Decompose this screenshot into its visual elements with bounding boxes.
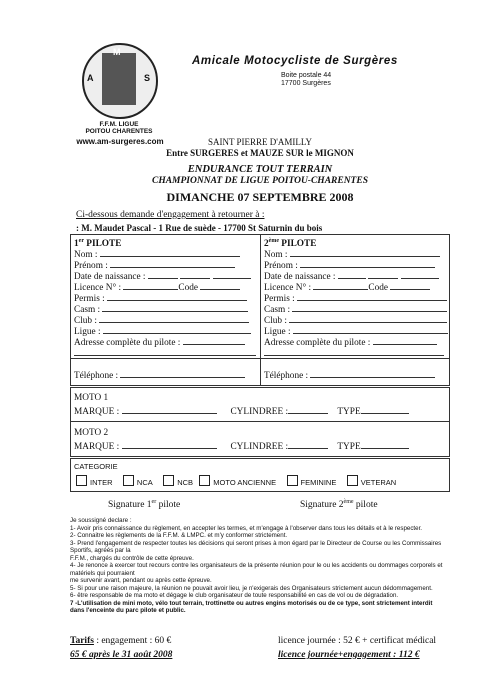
return-label: Ci-dessous demande d'engagement à retourner à : — [76, 210, 265, 220]
declaration-item-1: 1- Avoir pris connaissance du règlement, en accepter les termes, et m'engage à l'observer dans tous les détails et à le respecter. — [70, 524, 423, 532]
ffm-line2: POITOU CHARENTES — [85, 128, 153, 135]
pilot1-casm[interactable]: Casm : — [74, 302, 248, 316]
logo-letter-a: A — [87, 73, 94, 83]
pilot2-adresse[interactable]: Adresse complète du pilote : — [264, 335, 437, 349]
moto2-row[interactable]: MARQUE : CYLINDREE : TYPE — [74, 439, 409, 453]
categorie-label: CATEGORIE — [74, 462, 118, 471]
moto2-label: MOTO 2 — [74, 428, 109, 438]
cat-inter[interactable]: INTER — [76, 478, 113, 487]
declaration-item-4: 4- Je renonce à exercer tout recours contre les organisateurs de la présente réunion pour le ou les accidents ou dommages corporels et matériels qui pourraient — [70, 562, 443, 577]
pilots-box — [70, 234, 450, 386]
pilot2-telephone[interactable]: Téléphone : — [264, 368, 435, 382]
pilot2-casm[interactable]: Casm : — [264, 302, 447, 316]
pilot1-title: 1er PILOTE — [74, 238, 122, 250]
event-championship: CHAMPIONNAT DE LIGUE POITOU-CHARENTES — [152, 176, 368, 186]
pilot2-club[interactable]: Club : — [264, 313, 447, 327]
declaration-item-5: 5- Si pour une raison majeure, la réunion ne pouvait avoir lieu, je n'exigerais des Organisateurs strictement aucun dédommagement. — [70, 584, 433, 592]
event-date: DIMANCHE 07 SEPTEMBRE 2008 — [166, 190, 354, 204]
pilot2-nom[interactable]: Nom : — [264, 247, 440, 261]
pilot2-title: 2ème PILOTE — [264, 238, 317, 250]
pilot2-prenom[interactable]: Prénom : — [264, 258, 435, 272]
declaration-intro: Je soussigné declare : — [70, 517, 132, 524]
pilot2-licence[interactable]: Licence N° : Code — [264, 280, 430, 294]
return-address: : M. Maudet Pascal - 1 Rue de suède - 17700 St Saturnin du bois — [76, 223, 323, 233]
address-line2: 17700 Surgères — [281, 80, 331, 87]
moto-divider — [71, 421, 449, 422]
pilot2-permis[interactable]: Permis : — [264, 291, 447, 305]
cat-ncb[interactable]: NCB — [163, 478, 193, 487]
pilot2-adresse-line2[interactable] — [264, 346, 444, 360]
motos-box — [70, 387, 450, 457]
declaration-item-6: 6- être responsable de ma moto et dégage le club organisateur de toute responsabilité en cas de vol ou de dégradation. — [70, 592, 399, 599]
club-name: Amicale Motocycliste de Surgères — [192, 55, 398, 67]
logo-letter-m: M — [113, 47, 121, 57]
declaration-item-4b: me survenir avant, pendant ou après cette épreuve. — [70, 577, 212, 584]
cat-feminine[interactable]: FEMININE — [287, 478, 337, 487]
event-between: Entre SURGERES et MAUZE SUR le MIGNON — [166, 148, 354, 158]
event-location: SAINT PIERRE D'AMILLY — [207, 137, 313, 147]
pilot1-date-naissance[interactable]: Date de naissance : — [74, 269, 251, 283]
pilot1-licence[interactable]: Licence N° : Code — [74, 280, 240, 294]
logo-letter-s: S — [144, 73, 151, 83]
declaration-item-3b: F.F.M., chargés du contrôle de cette épreuve. — [70, 554, 194, 562]
declaration — [70, 517, 448, 615]
declaration-item-3: 3- Prend l'engagement de respecter toutes les décisions qui seront prises à mon égard par le Directeur de Course ou les Commissaires Sportifs, agréés par la — [70, 539, 442, 554]
pilots-divider — [260, 235, 261, 385]
cat-moto-ancienne[interactable]: MOTO ANCIENNE — [199, 478, 276, 487]
tarif-late: 65 € après le 31 août 2008 — [70, 650, 173, 660]
pilot2-date-naissance[interactable]: Date de naissance : — [264, 269, 439, 283]
logo-emblem — [102, 53, 136, 105]
pilot2-ligue[interactable]: Ligue : — [264, 324, 448, 338]
pilot1-ligue[interactable]: Ligue : — [74, 324, 251, 338]
moto1-row[interactable]: MARQUE : CYLINDREE : TYPE — [74, 404, 409, 418]
pilot1-telephone[interactable]: Téléphone : — [74, 368, 245, 382]
club-logo — [82, 43, 158, 119]
tarif-licence-total: licence journée+engagement : 112 € — [278, 650, 420, 660]
website-link[interactable]: www.am-surgeres.com — [76, 137, 164, 146]
tarif-engagement: Tarifs : engagement : 60 € — [70, 636, 172, 646]
pilot1-nom[interactable]: Nom : — [74, 247, 240, 261]
event-title: ENDURANCE TOUT TERRAIN — [187, 164, 333, 175]
signature-pilot1[interactable]: Signature 1er pilote — [108, 499, 181, 511]
pilot1-adresse[interactable]: Adresse complète du pilote : — [74, 335, 245, 349]
categorie-box — [70, 458, 450, 492]
address-line1: Boite postale 44 — [281, 72, 332, 79]
signature-pilot2[interactable]: Signature 2ème pilote — [300, 499, 378, 511]
pilot1-adresse-line2[interactable] — [74, 346, 256, 360]
pilot1-prenom[interactable]: Prénom : — [74, 258, 235, 272]
moto1-label: MOTO 1 — [74, 393, 109, 403]
cat-veteran[interactable]: VETERAN — [347, 478, 396, 487]
ffm-line1: F.F.M. LIGUE — [99, 121, 139, 128]
categorie-options — [76, 475, 396, 487]
tarif-licence: licence journée : 52 € + certificat médical — [278, 636, 437, 646]
cat-nca[interactable]: NCA — [123, 478, 153, 487]
declaration-item-2: 2- Connaitre les règlements de la F.F.M. & LMPC. et m'y conformer strictement. — [70, 532, 288, 539]
pilot1-permis[interactable]: Permis : — [74, 291, 247, 305]
declaration-item-7: 7 -L'utilisation de mini moto, vélo tout terrain, trottinette ou autres engins motorisés ou de ce type, sont strictement interdit dans l'enceinte du parc pilote et public. — [70, 599, 433, 614]
pilot1-club[interactable]: Club : — [74, 313, 249, 327]
